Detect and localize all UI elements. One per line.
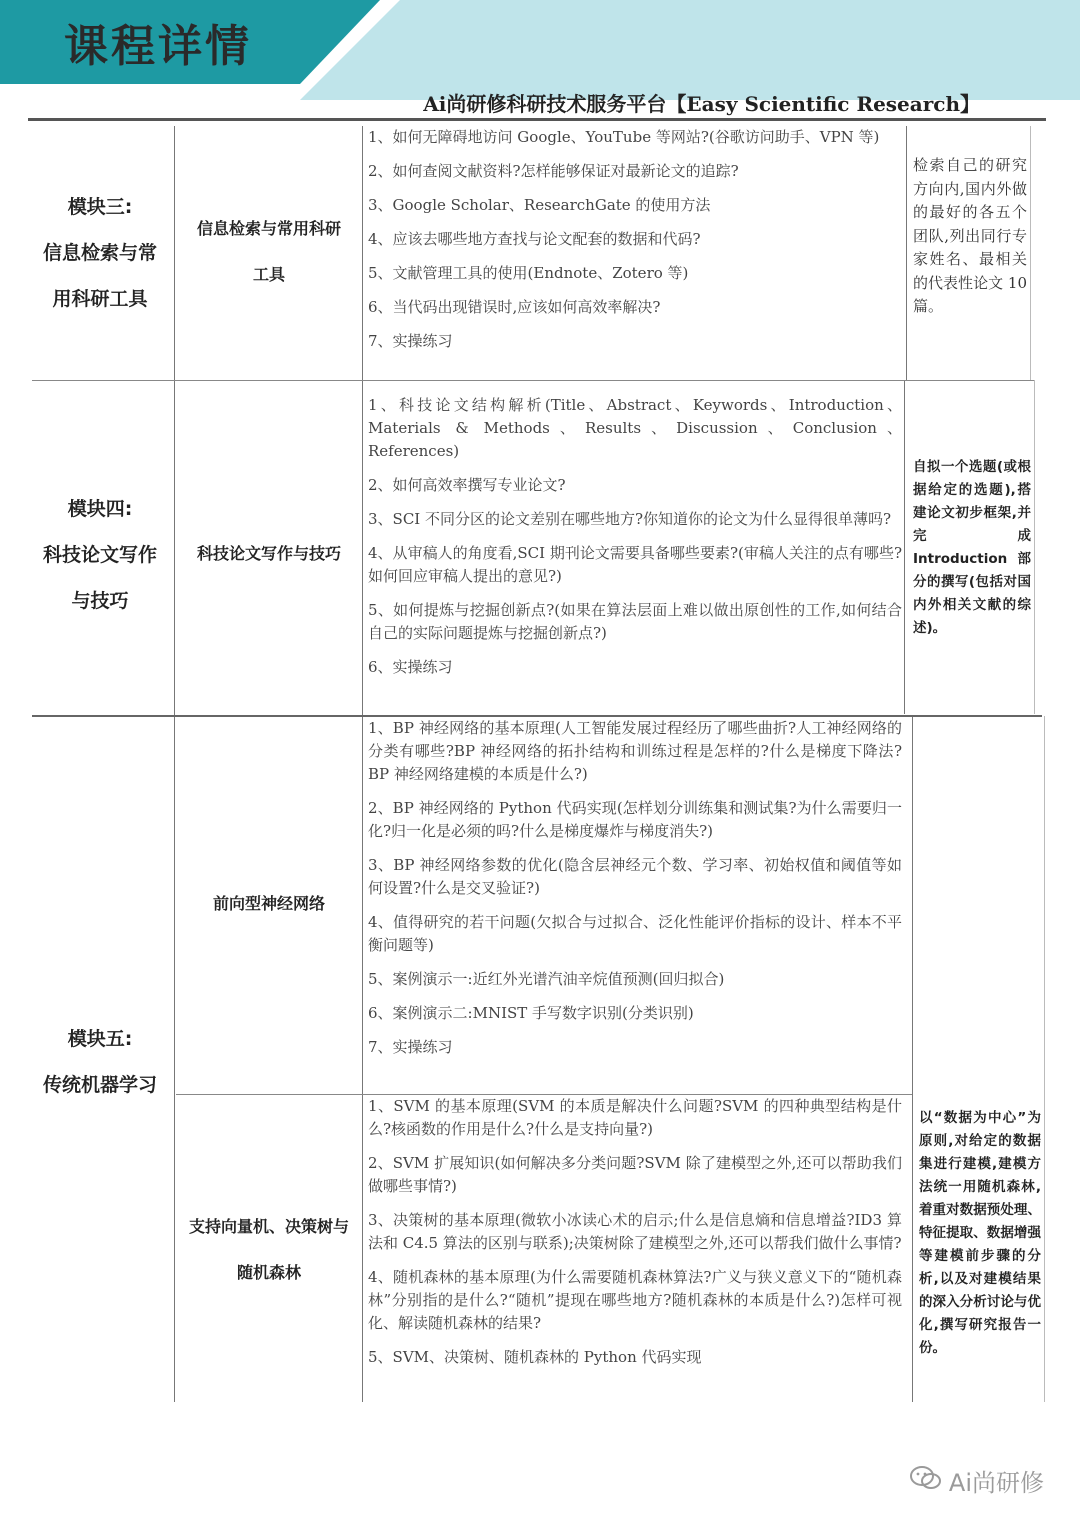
item-list bbox=[368, 717, 902, 1070]
topic-title: 前向型神经网络 bbox=[212, 894, 325, 913]
watermark bbox=[909, 1463, 1044, 1498]
list-item: 4、从审稿人的角度看,SCI 期刊论文需要具备哪些要素?(审稿人关注的点有哪些?如何回应审稿人提出的意见?) bbox=[368, 544, 902, 585]
list-item: 5、SVM、决策树、随机森林的 Python 代码实现 bbox=[368, 1348, 702, 1366]
list-item: 1、如何无障碍地访问 Google、YouTube 等网站?(谷歌访问助手、VPN 等) bbox=[368, 128, 880, 146]
list-item: 6、案例演示二:MNIST 手写数字识别(分类识别) bbox=[368, 1004, 694, 1022]
list-item: 5、如何提炼与挖掘创新点?(如果在算法层面上难以做出原创性的工作,如何结合自己的实际问题提炼与挖掘创新点?) bbox=[368, 601, 902, 642]
header-rule bbox=[28, 118, 1046, 121]
list-item: 3、决策树的基本原理(微软小冰读心术的启示;什么是信息熵和信息增益?ID3 算法和 C4.5 算法的区别与联系);决策树除了建模型之外,还可以帮我们做什么事情? bbox=[368, 1211, 902, 1252]
list-item: 6、当代码出现错误时,应该如何高效率解决? bbox=[368, 298, 661, 316]
item-list bbox=[368, 1095, 902, 1380]
task-description: 自拟一个选题(或根据给定的选题),搭建论文初步框架,并完成 Introduction 部分的撰写(包括对国内外相关文献的综述)。 bbox=[913, 459, 1031, 636]
item-list bbox=[368, 126, 902, 364]
list-item: 4、应该去哪些地方查找与论文配套的数据和代码? bbox=[368, 230, 701, 248]
list-item: 2、BP 神经网络的 Python 代码实现(怎样划分训练集和测试集?为什么需要归一化?归一化是必须的吗?什么是梯度爆炸与梯度消失?) bbox=[368, 799, 902, 840]
topic-title: 科技论文写作与技巧 bbox=[196, 544, 341, 563]
list-item: 3、BP 神经网络参数的优化(隐含层神经元个数、学习率、初始权值和阈值等如何设置?什么是交叉验证?) bbox=[368, 856, 902, 897]
list-item: 6、实操练习 bbox=[368, 658, 453, 676]
list-item: 4、值得研究的若干问题(欠拟合与过拟合、泛化性能评价指标的设计、样本不平衡问题等) bbox=[368, 913, 902, 954]
topic-title: 信息检索与常用科研 工具 bbox=[196, 219, 341, 284]
module-title: 模块三: 信息检索与常 用科研工具 bbox=[42, 196, 157, 310]
topic-title: 支持向量机、决策树与 随机森林 bbox=[188, 1217, 349, 1282]
list-item: 2、如何高效率撰写专业论文? bbox=[368, 476, 566, 494]
list-item: 4、随机森林的基本原理(为什么需要随机森林算法?广义与狭义意义下的“随机森林”分别指的是什么?“随机”提现在哪些地方?随机森林的本质是什么?)怎样可视化、解读随机森林的结果? bbox=[368, 1268, 902, 1332]
item-list bbox=[368, 394, 902, 690]
task-description: 以“数据为中心”为原则,对给定的数据集进行建模,建模方法统一用随机森林,着重对数据预处理、特征提取、数据增强等建模前步骤的分析,以及对建模结果的深入分析讨论与优化,撰写研究报告一份。 bbox=[919, 1110, 1041, 1356]
list-item: 7、实操练习 bbox=[368, 332, 453, 350]
list-item: 7、实操练习 bbox=[368, 1038, 453, 1056]
list-item: 5、案例演示一:近红外光谱汽油辛烷值预测(回归拟合) bbox=[368, 970, 725, 988]
list-item: 5、文献管理工具的使用(Endnote、Zotero 等) bbox=[368, 264, 689, 282]
list-item: 1、SVM 的基本原理(SVM 的本质是解决什么问题?SVM 的四种典型结构是什么?核函数的作用是什么?什么是支持向量?) bbox=[368, 1097, 902, 1138]
watermark-text: Ai尚研修 bbox=[948, 1469, 1044, 1497]
page-title: 课程详情 bbox=[64, 21, 252, 72]
list-item: 3、SCI 不同分区的论文差别在哪些地方?你知道你的论文为什么显得很单薄吗? bbox=[368, 510, 892, 528]
module-title: 模块五: 传统机器学习 bbox=[42, 1028, 157, 1096]
platform-name: Ai尚研修科研技术服务平台【Easy Scientific Research】 bbox=[423, 92, 980, 116]
list-item: 2、SVM 扩展知识(如何解决多分类问题?SVM 除了建模型之外,还可以帮助我们做哪些事情?) bbox=[368, 1154, 902, 1195]
wechat-icon bbox=[909, 1464, 943, 1498]
list-item: 1、科技论文结构解析(Title、Abstract、Keywords、Introduction、Materials & Methods、Results、Discussion、Conclusion、References) bbox=[368, 396, 902, 460]
list-item: 2、如何查阅文献资料?怎样能够保证对最新论文的追踪? bbox=[368, 162, 739, 180]
task-description: 检索自己的研究方向内,国内外做的最好的各五个团队,列出同行专家姓名、最相关的代表性论文 10 篇。 bbox=[913, 156, 1027, 315]
module-title: 模块四: 科技论文写作 与技巧 bbox=[42, 498, 157, 612]
list-item: 3、Google Scholar、ResearchGate 的使用方法 bbox=[368, 196, 711, 214]
list-item: 1、BP 神经网络的基本原理(人工智能发展过程经历了哪些曲折?人工神经网络的分类有哪些?BP 神经网络的拓扑结构和训练过程是怎样的?什么是梯度下降法?BP 神经网络建模的本质是什么?) bbox=[368, 719, 902, 783]
